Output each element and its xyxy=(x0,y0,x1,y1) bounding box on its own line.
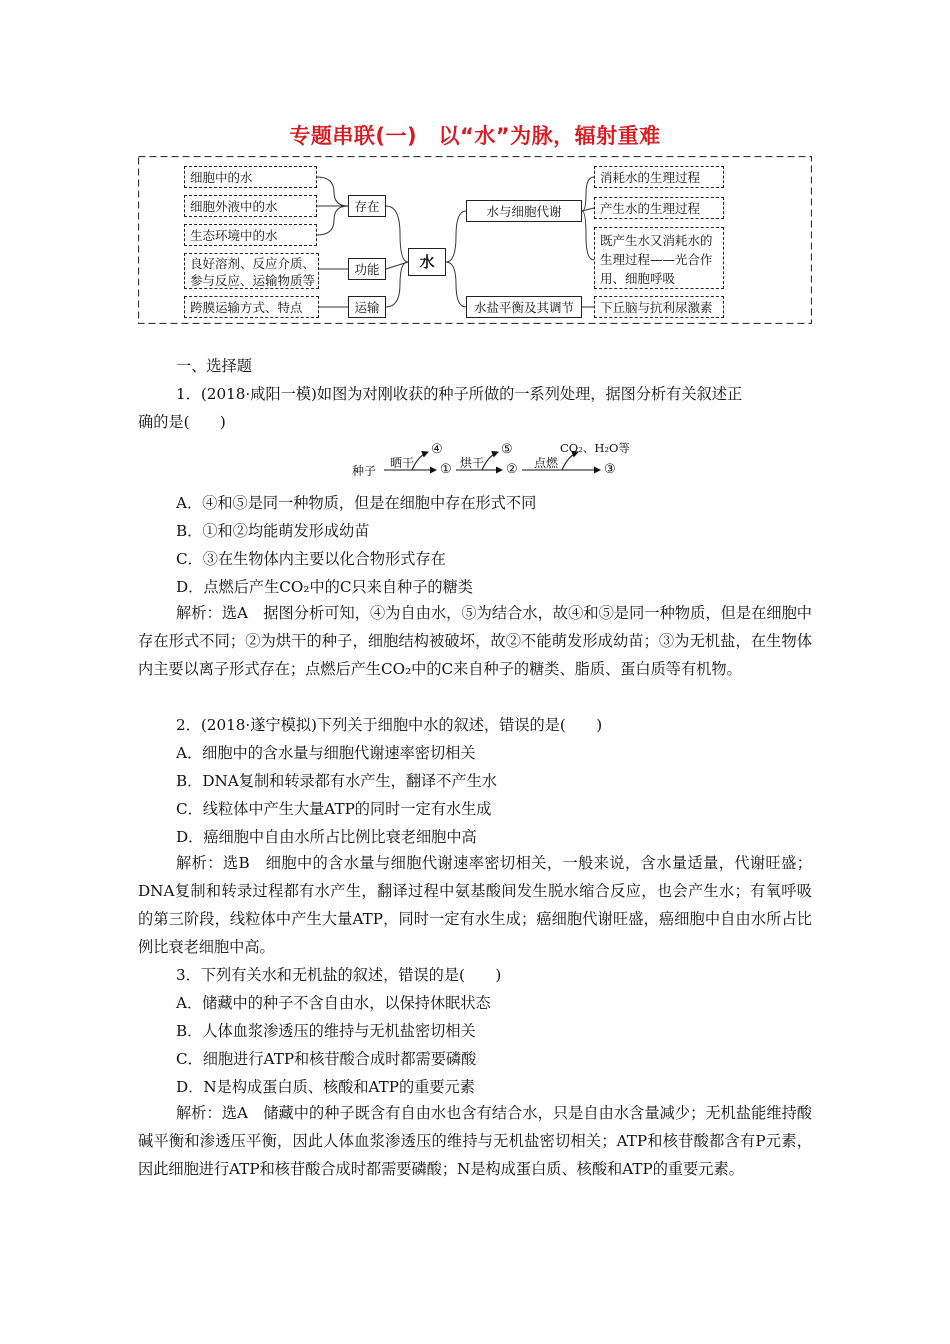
right-item-1: 消耗水的生理过程 xyxy=(594,166,724,188)
arrow-bake-up xyxy=(482,452,498,470)
connector-left-3 xyxy=(317,206,348,235)
left-item-4-line-1: 良好溶剂、反应介质、 xyxy=(190,256,316,271)
right-item-4: 下丘脑与抗利尿激素 xyxy=(594,296,724,318)
left-item-3: 生态环境中的水 xyxy=(184,224,317,246)
q1-stem: 1．(2018·咸阳一模)如图为对刚收获的种子所做的一系列处理，据图分析有关叙述正 xyxy=(176,385,743,403)
mid-label-transport: 运输 xyxy=(348,296,386,318)
q3-option-d: D．N是构成蛋白质、核酸和ATP的重要元素 xyxy=(176,1078,475,1096)
q1-analysis: 解析：选A 据图分析可知，④为自由水，⑤为结合水，故④和⑤是同一种物质，但是在细胞中存在形式不同；②为烘干的种子，细胞结构被破坏，故②不能萌发形成幼苗；③为无机盐，在生物体内主要以离子形式存在；点燃后产生CO₂中的C来自种子的糖类、脂质、蛋白质等有机物。 xyxy=(138,604,812,678)
left-item-5: 跨膜运输方式、特点 xyxy=(184,296,319,318)
q2-stem: 2．(2018·遂宁模拟)下列关于细胞中水的叙述，错误的是( ) xyxy=(176,716,603,734)
q2-option-d: D．癌细胞中自由水所占比例比衰老细胞中高 xyxy=(176,828,477,846)
q3-stem: 3．下列有关水和无机盐的叙述，错误的是( ) xyxy=(176,966,502,984)
connector-mid-1 xyxy=(386,206,408,262)
q1-option-a: A．④和⑤是同一种物质，但是在细胞中存在形式不同 xyxy=(176,494,537,512)
q2-analysis: 解析：选B 细胞中的含水量与细胞代谢速率密切相关，一般来说，含水量适量，代谢旺盛；DNA复制和转录过程都有水产生，翻译过程中氨基酸间发生脱水缩合反应，也会产生水；有氧呼吸的第三阶段，线粒体中产生大量ATP，同时一定有水生成；癌细胞代谢旺盛，癌细胞中自由水所占比例比衰老细胞中高。 xyxy=(138,854,812,956)
q2-option-c: C．线粒体中产生大量ATP的同时一定有水生成 xyxy=(176,800,492,818)
connector-center-2 xyxy=(446,262,466,307)
reaction-p5: ⑤ xyxy=(501,442,513,457)
center-water: 水 xyxy=(408,248,446,276)
reaction-seed: 种子 xyxy=(352,464,377,478)
right-item-3-line-3: 用、细胞呼吸 xyxy=(600,271,676,286)
reaction-p1: ① xyxy=(440,462,452,477)
q1-option-b: B．①和②均能萌发形成幼苗 xyxy=(176,522,370,540)
connector-center-1 xyxy=(446,211,466,262)
reaction-p3: ③ xyxy=(604,462,616,477)
mid-label-function: 功能 xyxy=(348,258,386,280)
right-branch-metabolism: 水与细胞代谢 xyxy=(466,200,582,222)
connector-mid-3 xyxy=(386,262,408,307)
q1-stem-cont: 确的是( ) xyxy=(138,413,226,431)
page-title: 专题串联(一) 以“水”为脉，辐射重难 xyxy=(289,124,661,148)
q1-option-d: D．点燃后产生CO₂中的C只来自种子的糖类 xyxy=(176,578,473,596)
reaction-p4: ④ xyxy=(431,442,443,457)
reaction-step-burn: 点燃 xyxy=(534,456,559,470)
right-item-3 xyxy=(594,227,724,289)
left-item-2: 细胞外液中的水 xyxy=(184,195,317,217)
q3-option-c: C．细胞进行ATP和核苷酸合成时都需要磷酸 xyxy=(176,1050,477,1068)
q3-analysis: 解析：选A 储藏中的种子既含有自由水也含有结合水，只是自由水含量减少；无机盐能维持酸碱平衡和渗透压平衡，因此人体血浆渗透压的维持与无机盐密切相关；ATP和核苷酸都含有P元素，因此细胞进行ATP和核苷酸合成时都需要磷酸；N是构成蛋白质、核酸和ATP的重要元素。 xyxy=(138,1104,812,1178)
reaction-p2: ② xyxy=(506,462,518,477)
q1-option-c: C．③在生物体内主要以化合物形式存在 xyxy=(176,550,446,568)
right-item-3-line-1: 既产生水又消耗水的 xyxy=(600,233,713,248)
left-item-4 xyxy=(184,253,319,289)
mid-label-exist: 存在 xyxy=(348,195,386,217)
reaction-step-dry: 晒干 xyxy=(390,456,415,470)
right-branch-balance: 水盐平衡及其调节 xyxy=(466,296,582,318)
q2-option-b: B．DNA复制和转录都有水产生，翻译不产生水 xyxy=(176,772,497,790)
q1-reaction-diagram xyxy=(352,440,632,480)
right-item-2: 产生水的生理过程 xyxy=(594,197,724,219)
arrow-dry-up xyxy=(412,452,428,470)
right-item-3-line-2: 生理过程——光合作 xyxy=(600,252,713,267)
concept-map xyxy=(138,156,812,324)
q3-option-a: A．储藏中的种子不含自由水，以保持休眠状态 xyxy=(176,994,491,1012)
q3-option-b: B．人体血浆渗透压的维持与无机盐密切相关 xyxy=(176,1022,476,1040)
left-item-4-line-2: 参与反应、运输物质等 xyxy=(190,273,316,288)
left-item-1: 细胞中的水 xyxy=(184,166,317,188)
reaction-step-bake: 烘干 xyxy=(460,456,485,470)
section-heading: 一、选择题 xyxy=(176,357,252,375)
reaction-products: CO₂、H₂O等 xyxy=(560,441,630,455)
connector-right-3 xyxy=(582,211,594,260)
connector-left-1 xyxy=(317,177,348,206)
q2-option-a: A．细胞中的含水量与细胞代谢速率密切相关 xyxy=(176,744,476,762)
